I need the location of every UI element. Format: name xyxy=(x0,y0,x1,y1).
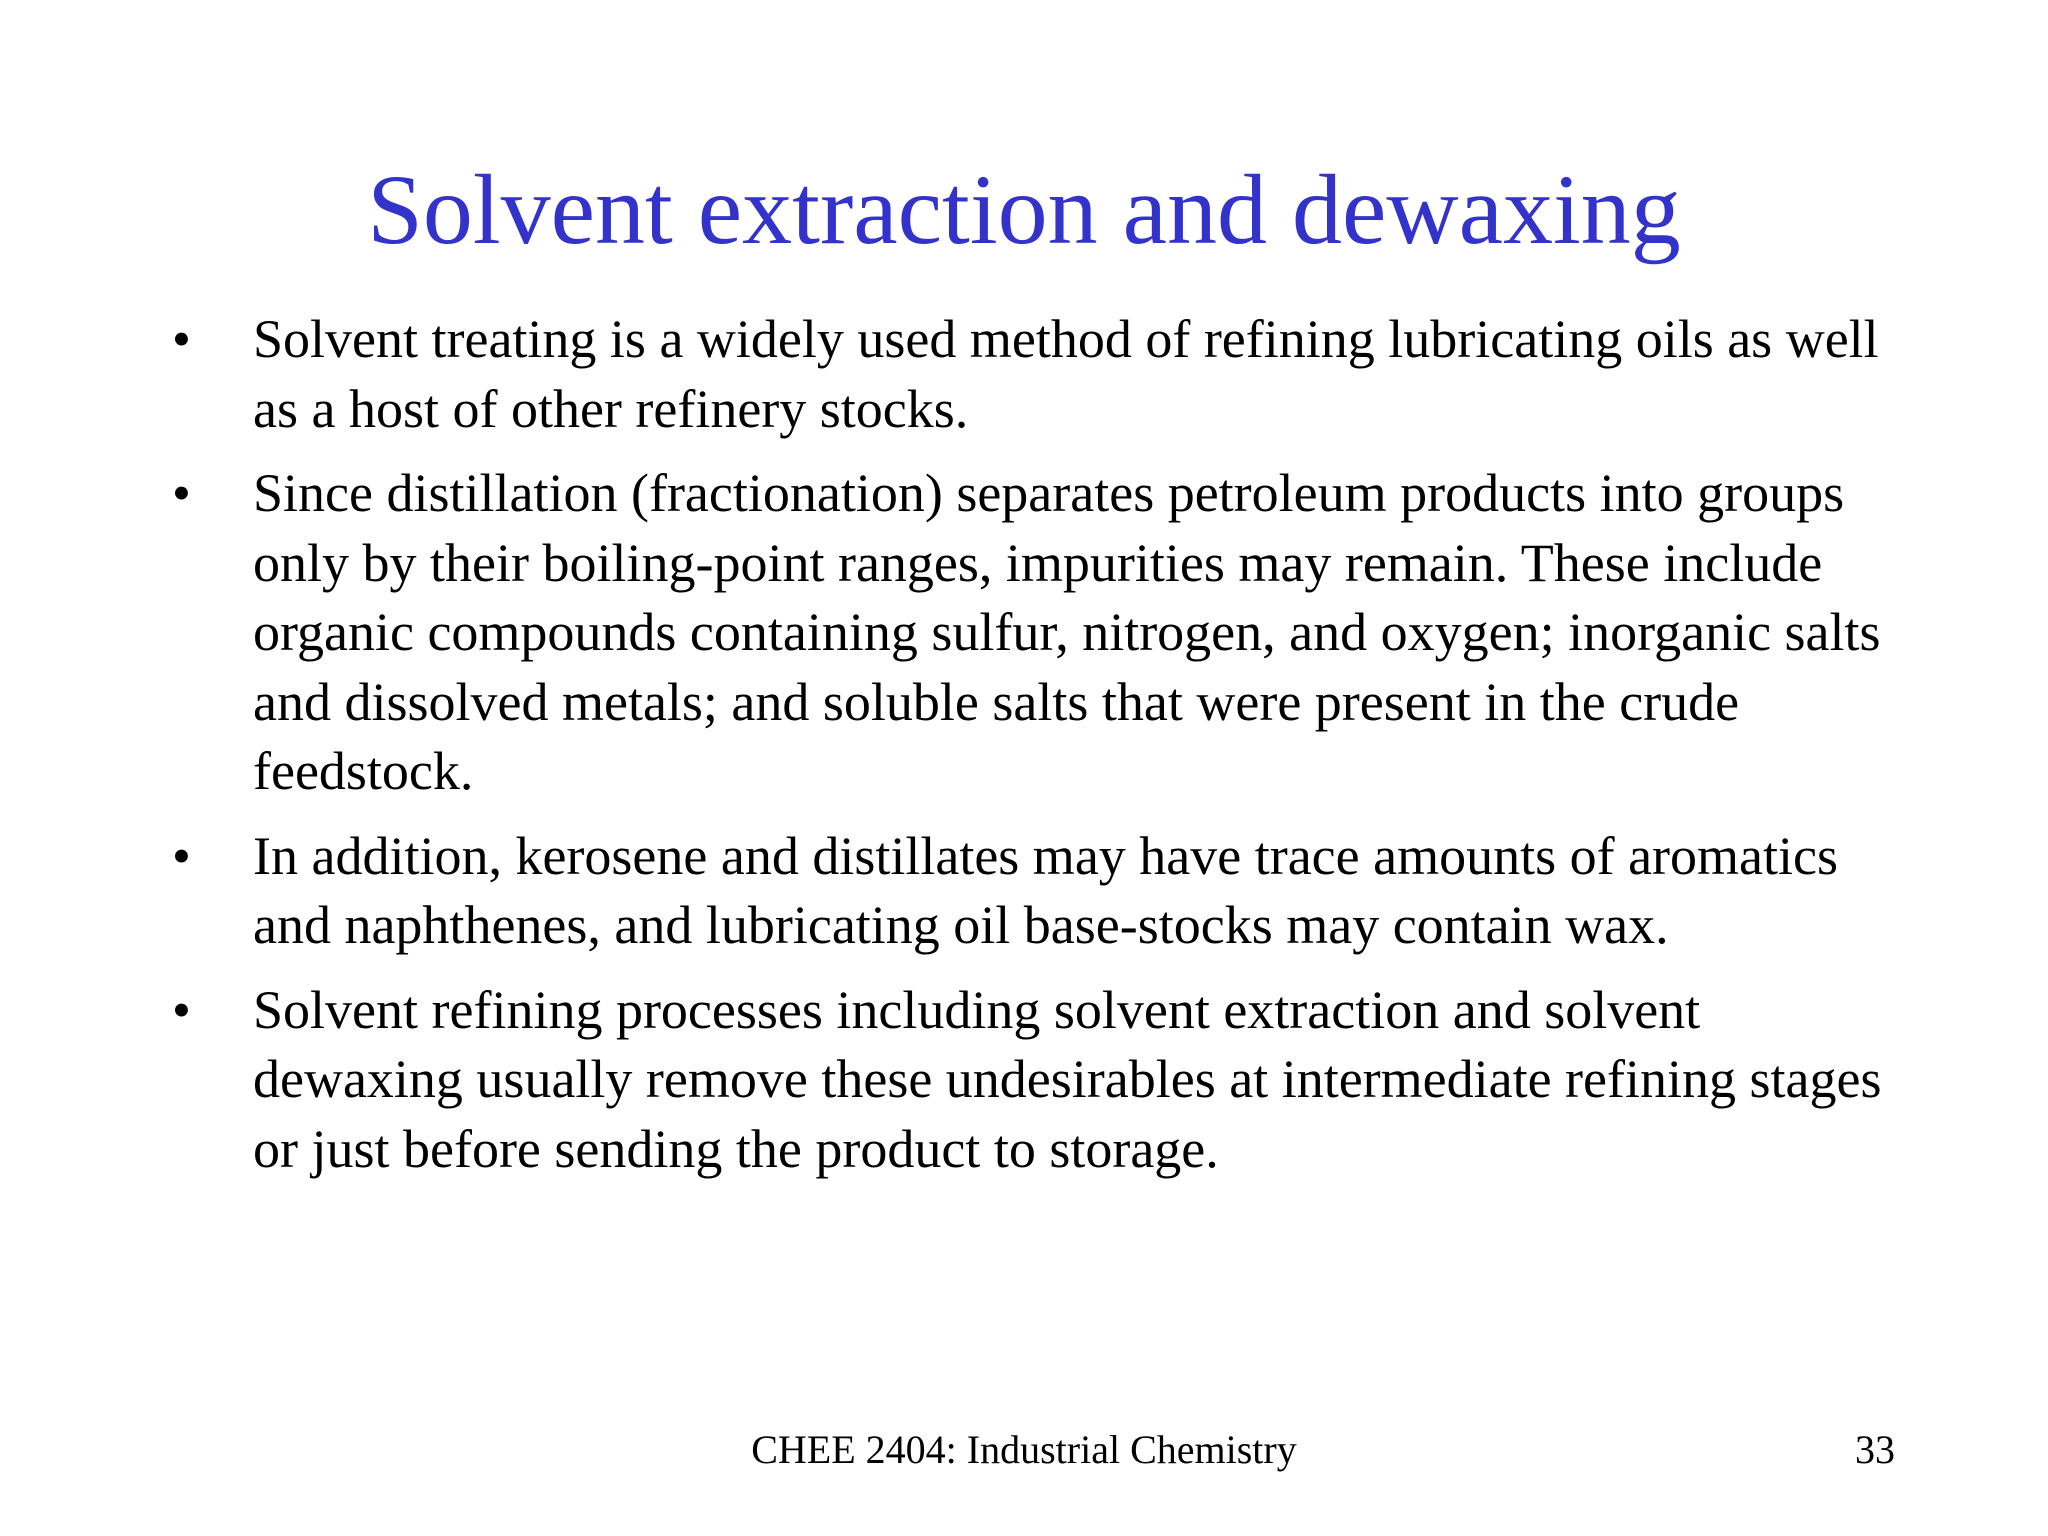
bullet-icon: • xyxy=(172,309,191,369)
bullet-text-2: Since distillation (fractionation) separates petroleum products into groups only by their boiling-point ranges, impurities may remain. These include organic compounds containing sulfur, nitrogen, and oxygen; inorganic salts and dissolved metals; and soluble salts that were present in the crude feedstock. xyxy=(253,463,1881,801)
slide-title: Solvent extraction and dewaxing xyxy=(367,154,1681,265)
bullet-text-1: Solvent treating is a widely used method of refining lubricating oils as well as a host of other refinery stocks. xyxy=(253,309,1879,439)
bullet-icon: • xyxy=(172,979,191,1040)
bullet-item-4 xyxy=(172,976,1892,1185)
bullet-text-3: In addition, kerosene and distillates may have trace amounts of aromatics and naphthenes, and lubricating oil base-stocks may contain wax. xyxy=(253,825,1838,955)
bullet-item-1 xyxy=(172,305,1892,444)
page-number: 33 xyxy=(1855,1427,1895,1472)
bullet-icon: • xyxy=(172,825,191,886)
bullet-list xyxy=(172,305,1892,1199)
bullet-item-2 xyxy=(172,459,1892,807)
bullet-icon: • xyxy=(172,463,191,523)
bullet-text-4: Solvent refining processes including solvent extraction and solvent dewaxing usually remove these undesirables at intermediate refining stages or just before sending the product to storage. xyxy=(253,979,1882,1179)
bullet-item-3 xyxy=(172,822,1892,961)
footer-course-label: CHEE 2404: Industrial Chemistry xyxy=(751,1427,1297,1472)
